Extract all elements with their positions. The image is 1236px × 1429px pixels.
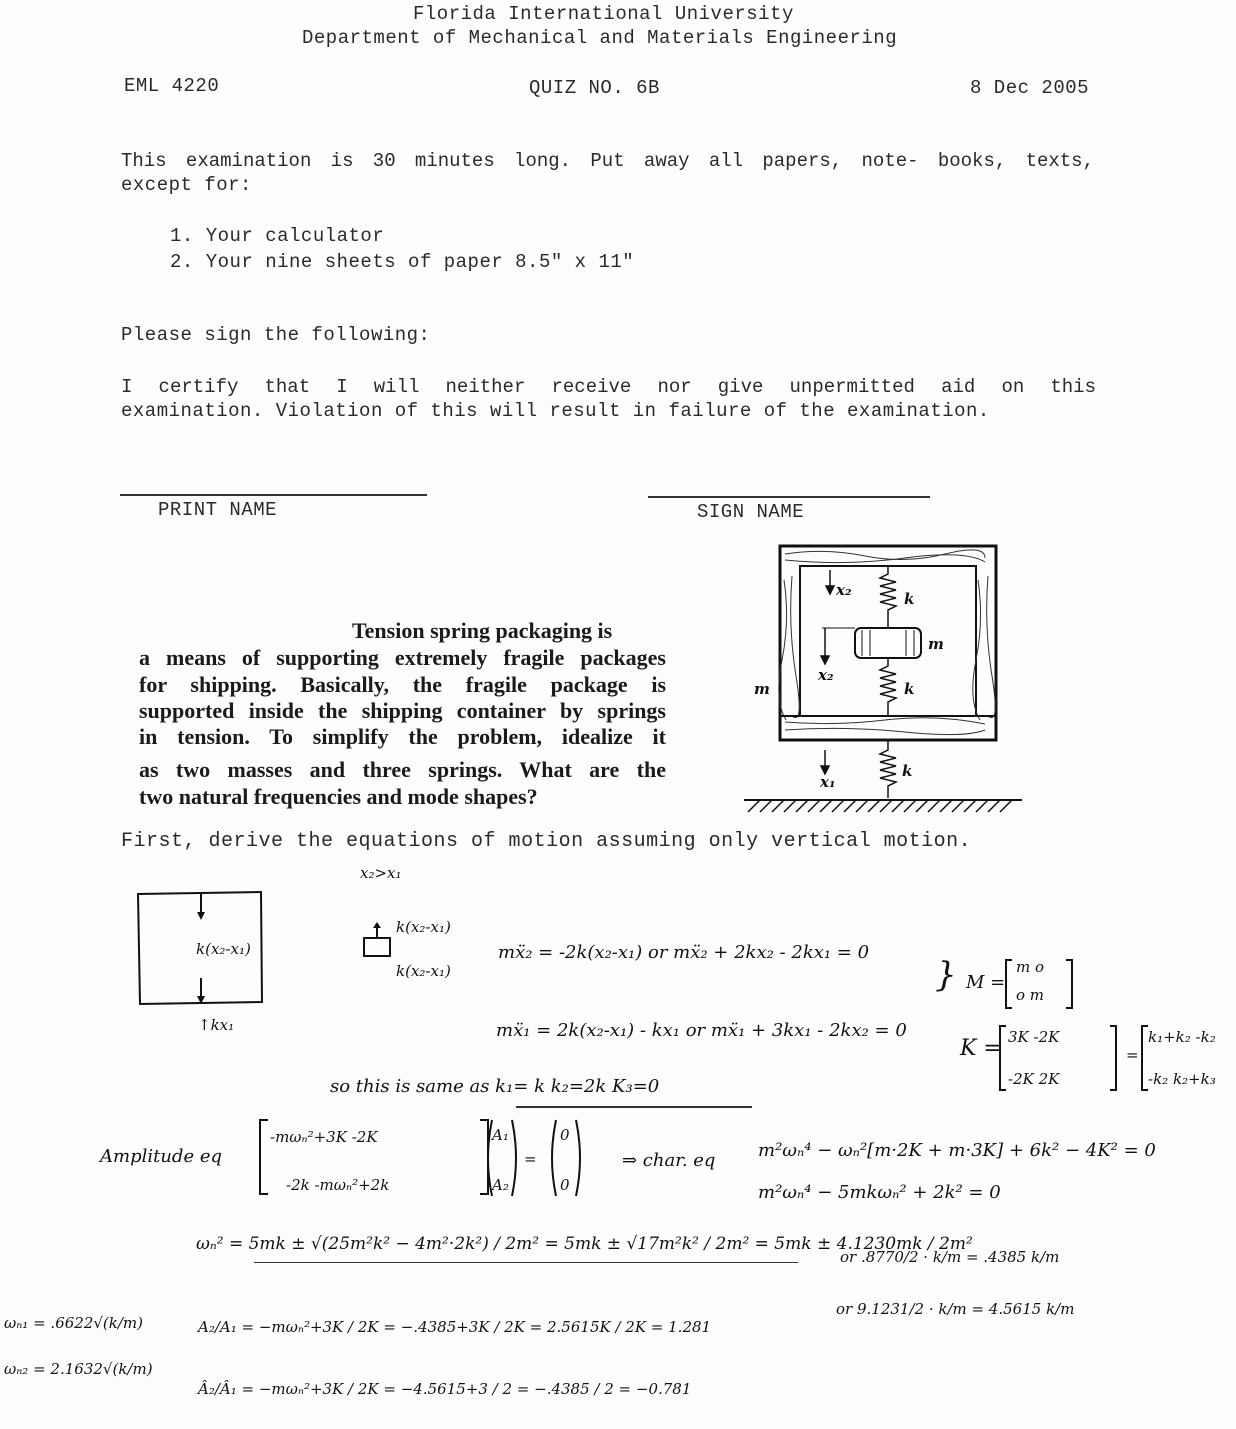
hw-char-label: ⇒ char. eq [622,1150,716,1171]
problem-line-7: two natural frequencies and mode shapes? [139,784,538,809]
small-fbd-block [362,922,392,962]
hw-M-row-2: o m [1016,986,1045,1004]
allowed-item-1: 1. Your calculator [170,225,385,247]
hw-zero-1: 0 [560,1126,570,1144]
fig-label-k-top: k [904,590,915,608]
print-name-line[interactable] [120,494,427,496]
hw-fbd-small-bot: k(x₂-x₁) [396,962,451,980]
M-matrix-brackets [1004,958,1084,1010]
fig-label-m-outer: m [754,680,770,698]
hw-amp-A2: A₂ [492,1176,509,1194]
task-statement: First, derive the equations of motion assuming only vertical motion. [121,830,972,853]
hw-amp-row-2: -2k -mωₙ²+2k [286,1176,390,1194]
problem-line-5: in tension. To simplify the problem, idealize it [139,724,666,749]
hw-or-2: or 9.1231/2 · k/m = 4.5615 k/m [836,1300,1075,1318]
hw-eq-motion-1: mẍ₂ = -2k(x₂-x₁) or mẍ₂ + 2kx₂ - 2kx₁ = 0 [498,942,870,963]
fig-label-x2-top: x₂ [836,581,852,599]
hw-eq-motion-2: mẍ₁ = 2k(x₂-x₁) - kx₁ or mẍ₁ + 3kx₁ - 2kx₂ = 0 [496,1020,907,1041]
university-name: Florida International University [413,3,794,25]
problem-line-3: for shipping. Basically, the fragile package is [139,672,666,697]
hw-fbd-small-top: k(x₂-x₁) [396,918,451,936]
print-name-label: PRINT NAME [158,499,278,521]
K2-matrix-bracket [1140,1024,1154,1094]
quiz-number: QUIZ NO. 6B [529,77,660,99]
problem-line-1: Tension spring packaging is [352,618,613,643]
hw-K-row-1: 3K -2K [1008,1028,1060,1046]
hw-K-row-2: -2K 2K [1008,1070,1060,1088]
hw-underline [516,1106,752,1108]
hw-K2-row-1: k₁+k₂ -k₂ [1148,1028,1216,1046]
problem-line-2: a means of supporting extremely fragile packages [139,645,666,670]
hw-zero-2: 0 [560,1176,570,1194]
hw-amp-A1: A₁ [492,1126,509,1144]
instructions-line-1: This examination is 30 minutes long. Put away all papers, note- books, texts, [121,150,1094,172]
course-code: EML 4220 [124,75,220,97]
K-matrix-brackets [998,1024,1128,1094]
fig-label-k-bot: k [902,762,913,780]
hw-fbd-box-label: k(x₂-x₁) [196,940,251,958]
hw-K-label: K = [960,1036,1002,1061]
hw-same-as: so this is same as k₁= k k₂=2k K₃=0 [330,1076,660,1097]
hw-M-label: M = [966,972,1006,993]
hw-mode-ratio-2: Â₂/Â₁ = −mωₙ²+3K / 2K = −4.5615+3 / 2 = −.4385 / 2 = −0.781 [198,1380,692,1398]
fig-label-x1: x₁ [820,773,836,791]
allowed-item-2: 2. Your nine sheets of paper 8.5" x 11" [170,251,635,273]
fig-label-x2: x₂ [818,666,834,684]
hw-M-row-1: m o [1016,958,1045,976]
hw-amp-equals: = [524,1150,537,1168]
hw-char-eq-2: m²ωₙ⁴ − 5mkωₙ² + 2k² = 0 [758,1182,1001,1203]
pledge-line-2: examination. Violation of this will result in failure of the examination. [121,400,990,422]
hw-fraction-bar [254,1262,798,1263]
hw-wn2: ωₙ₂ = 2.1632√(k/m) [4,1360,153,1378]
hw-amplitude-label: Amplitude eq [100,1146,223,1167]
department-name: Department of Mechanical and Materials Engineering [302,27,898,49]
hw-K-equals: = [1126,1046,1139,1064]
hw-char-eq-1: m²ωₙ⁴ − ωₙ²[m·2K + m·3K] + 6k² − 4K² = 0 [758,1140,1156,1161]
hw-K2-row-2: -k₂ k₂+k₃ [1148,1070,1216,1088]
instructions-line-2: except for: [121,174,252,196]
fig-label-k-mid: k [904,680,915,698]
fig-label-m-inner: m [928,635,944,653]
hw-omega-solution: ωₙ² = 5mk ± √(25m²k² − 4m²·2k²) / 2m² = 5mk ± √17m²k² / 2m² = 5mk ± 4.1230mk / 2m² [196,1234,973,1254]
hw-wn1: ωₙ₁ = .6622√(k/m) [4,1314,143,1332]
spring-package-figure [740,540,1040,830]
sign-name-label: SIGN NAME [697,501,805,523]
hw-amp-row-1: -mωₙ²+3K -2K [270,1128,378,1146]
pledge-prompt: Please sign the following: [121,324,431,346]
sign-name-line[interactable] [648,496,930,498]
pledge-line-1: I certify that I will neither receive nor give unpermitted aid on this [121,376,1096,398]
hw-mode-ratio-1: A₂/A₁ = −mωₙ²+3K / 2K = −.4385+3K / 2K = 2.5615K / 2K = 1.281 [198,1318,712,1336]
problem-line-6: as two masses and three springs. What are the [139,757,666,782]
hw-condition: x₂>x₁ [360,864,402,882]
quiz-date: 8 Dec 2005 [970,77,1090,99]
hw-fbd-bottom: ↑kx₁ [198,1016,235,1034]
hw-or-1: or .8770/2 · k/m = .4385 k/m [840,1248,1060,1266]
problem-line-4: supported inside the shipping container by springs [139,698,666,723]
hw-brace: } [935,955,957,995]
